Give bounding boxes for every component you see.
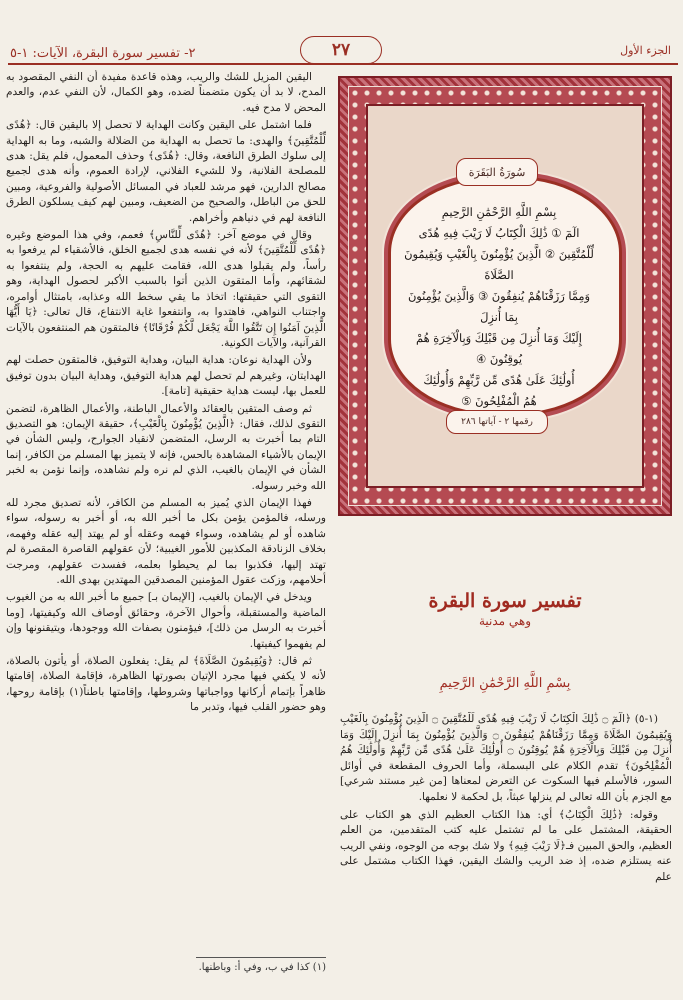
surah-commentary-title: تفسير سورة البقرة [428, 590, 582, 612]
running-title-left: ٢- تفسير سورة البقرة، الآيات: ١-٥ [10, 46, 196, 61]
surah-name-cartouche: سُورَةُ البَقَرَة [456, 158, 538, 186]
commentary-column-left [6, 70, 326, 970]
ornamental-frame [338, 76, 672, 516]
paragraph: وقوله: ﴿ذَٰلِكَ الْكِتَابُ﴾ أي: هذا الكتاب العظيم الذي هو الكتاب على الحقيقة، المشتمل على ما لم تشتمل عليه كتب المتقدمين، من العلم العظيم، والحق المبين فـ﴿لَا رَيْبَ فِيهِ﴾ ولا شك بوجه من الوجوه، ونفي الريب عنه يستلزم ضده، إذ ضد الريب والشك اليقين، فهذا الكتاب مشتمل على علم [340, 808, 672, 883]
paragraph: (١-٥) ﴿الٓمٓ ۝ ذَٰلِكَ الْكِتَابُ لَا رَيْبَ فِيهِ هُدًى لِّلْمُتَّقِينَ ۝ الَّذِينَ يُؤْمِنُونَ بِالْغَيْبِ وَيُقِيمُونَ الصَّلَاةَ وَمِمَّا رَزَقْنَاهُمْ يُنفِقُونَ ۝ وَالَّذِينَ يُؤْمِنُونَ بِمَا أُنزِلَ إِلَيْكَ وَمَا أُنزِلَ مِن قَبْلِكَ وَبِالْآخِرَةِ هُمْ يُوقِنُونَ ۝ أُولَٰئِكَ عَلَىٰ هُدًى مِّن رَّبِّهِمْ وَأُولَٰئِكَ هُمُ الْمُفْلِحُونَ﴾ تقدم الكلام على البسملة، وأما الحروف المقطعة في أوائل السور، فالأسلم فيها السكوت عن التعرض لمعناها [من غير مستند شرعي] مع الجزم بأن الله تعالى لم ينزلها عبثاً، بل لحكمة لا نعلمها. [340, 713, 672, 803]
section-heading [340, 590, 670, 628]
header-rule [8, 63, 678, 65]
running-title-right: الجزء الأول [620, 44, 671, 57]
basmala: بِسْمِ اللَّهِ الرَّحْمَٰنِ الرَّحِيمِ [441, 205, 557, 219]
quran-line: الٓمٓ ① ذَٰلِكَ الْكِتَابُ لَا رَيْبَ فِيهِ هُدًى [418, 226, 580, 240]
quran-line: هُمُ الْمُفْلِحُونَ ⑤ [461, 394, 537, 408]
quran-line: أُولَٰئِكَ عَلَىٰ هُدًى مِّن رَّبِّهِمْ وَأُولَٰئِكَ [423, 373, 575, 387]
paragraph: ولأن الهداية نوعان: هداية البيان، وهداية التوفيق، فالمتقون حصلت لهم الهدايتان، وغيرهم لم تحصل لهم هداية التوفيق، وهداية البيان بدون توفيق للعمل بها، ليست هداية حقيقية [تامة]. [6, 354, 326, 398]
paragraph: ويدخل في الإيمان بالغيب، [الإيمان بـ] جميع ما أخبر الله به من الغيوب الماضية والمستقبلة، وأحوال الآخرة، وحقائق أوصاف الله وكيفيتها، [وما أخبرت به الرسل من ذلك]، فيؤمنون بصفات الله ووجودها، ويتيقنونها وإن لم يفهموا كيفيتها. [6, 591, 326, 650]
paragraph: ثم قال: ﴿وَيُقِيمُونَ الصَّلَاةَ﴾ لم يقل: يفعلون الصلاة، أو يأتون بالصلاة، لأنه لا يكفي فيها مجرد الإتيان بصورتها الظاهرة، فإقامة الصلاة، إقامتها ظاهراً بإتمام أركانها وواجباتها وشروطها، وإقامتها باطناً(١) بإقامة روحها، وهو حضور القلب فيها، وتدبر ما [6, 655, 326, 714]
paragraph: وقال في موضع آخر: ﴿هُدًى لِّلنَّاسِ﴾ فعمم، وفي هذا الموضع وغيره ﴿هُدًى لِّلْمُتَّقِينَ﴾ لأنه في نفسه هدى لجميع الخلق، فالأشقياء لم يرفعوا به رأساً، ولم يقبلوا هدى الله، فقامت عليهم به الحجة، ولم ينتفعوا به لشقائهم، وأما المتقون الذين أتوا بالسبب الأكبر لحصول الهداية، وهو التقوى التي حقيقتها: اتخاذ ما يقي سخط الله وعذابه، بامتثال أوامره، واجتناب النواهي، فاهتدوا به، وانتفعوا غاية الانتفاع، قال تعالى: ﴿يَا أَيُّهَا الَّذِينَ آمَنُوا إِن تَتَّقُوا اللَّهَ يَجْعَل لَّكُمْ فُرْقَانًا﴾ فالمتقون هم المنتفعون بالآيات القرآنية، والآيات الكونية. [6, 229, 326, 349]
paragraph: ثم وصف المتقين بالعقائد والأعمال الباطنة، والأعمال الظاهرة، لتضمن التقوى لذلك، فقال: ﴿الَّذِينَ يُؤْمِنُونَ بِالْغَيْبِ﴾، حقيقة الإيمان: هو التصديق التام بما أخبرت به الرسل، المتضمن لانقياد الجوارح، وليس الشأن في الإيمان بالأشياء المشاهدة بالحس، فإنه لا يتميز بها المسلم من الكافر، إنما الشأن في الإيمان بالغيب، الذي لم نره ولم نشاهده، وإنما نؤمن به لخبر الله وخبر رسوله. [6, 402, 326, 492]
page-number: ٢٧ [300, 36, 382, 64]
paragraph: فهذا الإيمان الذي يُميز به المسلم من الكافر، لأنه تصديق مجرد لله ورسله، فالمؤمن يؤمن بكل ما أخبر الله به، أو أخبر به رسوله، سواء شاهده أو لم يشاهده، وسواء فهمه وعقله أو لم يهتد إليه عقله وفهمه، بخلاف الزنادقة المكذبين للأمور الغيبية؛ لأن عقولهم القاصرة المقصرة لم تهتد إليها، فكذبوا بما لم يحيطوا بعلمه، ففسدت عقولهم، ومرجت أحلامهم، وزكت عقول المؤمنين المصدقين المهتدين بهدى الله. [6, 496, 326, 586]
paragraph: فلما اشتمل على اليقين وكانت الهداية لا تحصل إلا باليقين قال: ﴿هُدًى لِّلْمُتَّقِينَ﴾ والهدى: ما تحصل به الهداية من الضلالة والشبه، وما به الهداية إلى سلوك الطرق النافعة، وقال: ﴿هُدًى﴾ وحذف المعمول، فلم يقل: هدى للمصلحة الفلانية، ولا للشيء الفلاني، لإرادة العموم، وأنه هدى لجميع مصالح الدارين، فهو مرشد للعباد في المسائل الأصولية والفروعية، ومبين للحق من الباطل، والصحيح من الضعيف، ومبين لهم كيف يسلكون الطرق النافعة لهم في دنياهم وأخراهم. [6, 119, 326, 224]
quran-line: لِّلْمُتَّقِينَ ② الَّذِينَ يُؤْمِنُونَ بِالْغَيْبِ وَيُقِيمُونَ الصَّلَاةَ [404, 247, 594, 282]
page-header [0, 0, 683, 61]
quran-line: إِلَيْكَ وَمَا أُنزِلَ مِن قَبْلِكَ وَبِالْآخِرَةِ هُمْ يُوقِنُونَ ④ [416, 331, 582, 366]
surah-info-cartouche: رقمها ٢ - آياتها ٢٨٦ [446, 410, 548, 434]
surah-commentary-subtitle: وهي مدنية [478, 614, 532, 628]
footnote-separator [196, 957, 326, 958]
commentary-column-right [340, 712, 672, 982]
basmala-heading: بِسْمِ اللَّهِ الرَّحْمَٰنِ الرَّحِيمِ [439, 676, 571, 691]
footnote: (١) كذا في ب، وفي أ: وباطنها. [198, 962, 326, 973]
paragraph: اليقين المزيل للشك والريب، وهذه قاعدة مفيدة أن النفي المقصود به المدح، لا بد أن يكون متضمناً لضده، وهو الكمال، لأن النفي عدم، والعدم المحض لا مدح فيه. [6, 71, 326, 114]
quran-text-block [404, 202, 594, 412]
frame-inner-panel [366, 104, 644, 488]
quran-line: وَمِمَّا رَزَقْنَاهُمْ يُنفِقُونَ ③ وَالَّذِينَ يُؤْمِنُونَ بِمَا أُنزِلَ [407, 289, 591, 324]
